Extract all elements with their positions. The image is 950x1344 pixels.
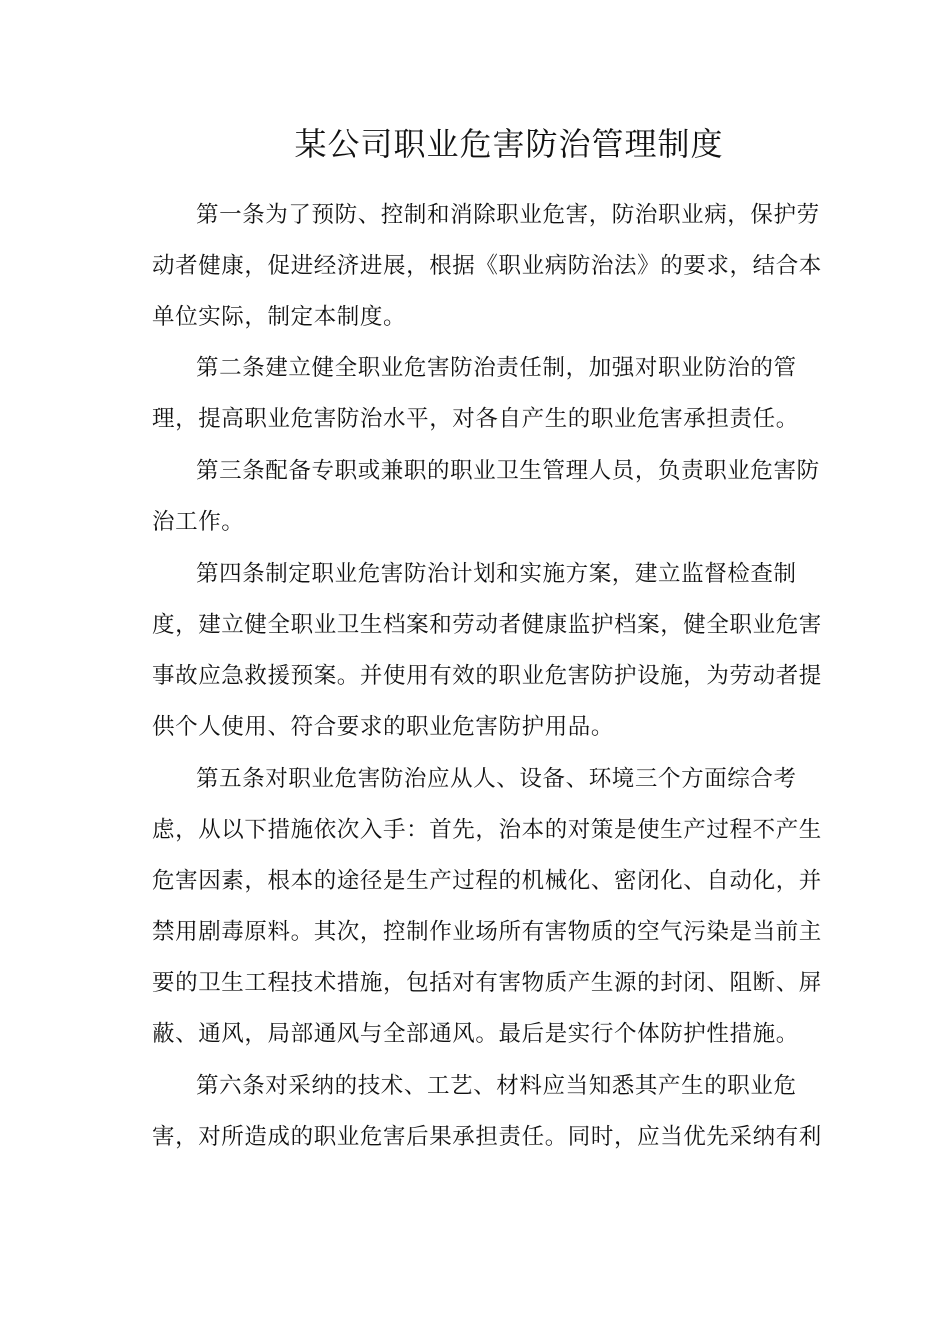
article-6-line-1: 第六条对采纳的技术、工艺、材料应当知悉其产生的职业危 xyxy=(196,1073,797,1099)
article-5-line-4: 禁用剧毒原料。其次，控制作业场所有害物质的空气污染是当前主 xyxy=(152,919,822,945)
article-1-line-1: 第一条为了预防、控制和消除职业危害，防治职业病，保护劳 xyxy=(196,202,820,228)
article-5-line-5: 要的卫生工程技术措施，包括对有害物质产生源的封闭、阻断、屏 xyxy=(152,970,822,996)
article-1-line-3: 单位实际，制定本制度。 xyxy=(152,304,407,330)
article-4-line-2: 度，建立健全职业卫生档案和劳动者健康监护档案，健全职业危害 xyxy=(152,612,822,638)
article-4-line-4: 供个人使用、符合要求的职业危害防护用品。 xyxy=(152,714,615,740)
article-2-line-1: 第二条建立健全职业危害防治责任制，加强对职业防治的管 xyxy=(196,355,797,381)
document-title: 某公司职业危害防治管理制度 xyxy=(294,125,724,163)
article-4-line-3: 事故应急救援预案。并使用有效的职业危害防护设施，为劳动者提 xyxy=(152,663,822,689)
article-3-line-2: 治工作。 xyxy=(152,509,245,535)
article-5-line-3: 危害因素，根本的途径是生产过程的机械化、密闭化、自动化，并 xyxy=(152,868,822,894)
article-6-line-2: 害，对所造成的职业危害后果承担责任。同时，应当优先采纳有利 xyxy=(152,1124,822,1150)
article-2-line-2: 理，提高职业危害防治水平，对各自产生的职业危害承担责任。 xyxy=(152,406,799,432)
article-5-line-6: 蔽、通风，局部通风与全部通风。最后是实行个体防护性措施。 xyxy=(152,1021,799,1047)
article-5-line-2: 虑，从以下措施依次入手：首先，治本的对策是使生产过程不产生 xyxy=(152,817,822,843)
article-3-line-1: 第三条配备专职或兼职的职业卫生管理人员，负责职业危害防 xyxy=(196,458,820,484)
article-4-line-1: 第四条制定职业危害防治计划和实施方案，建立监督检查制 xyxy=(196,561,797,587)
article-5-line-1: 第五条对职业危害防治应从人、设备、环境三个方面综合考 xyxy=(196,766,797,792)
article-1-line-2: 动者健康，促进经济进展，根据《职业病防治法》的要求，结合本 xyxy=(152,253,822,279)
